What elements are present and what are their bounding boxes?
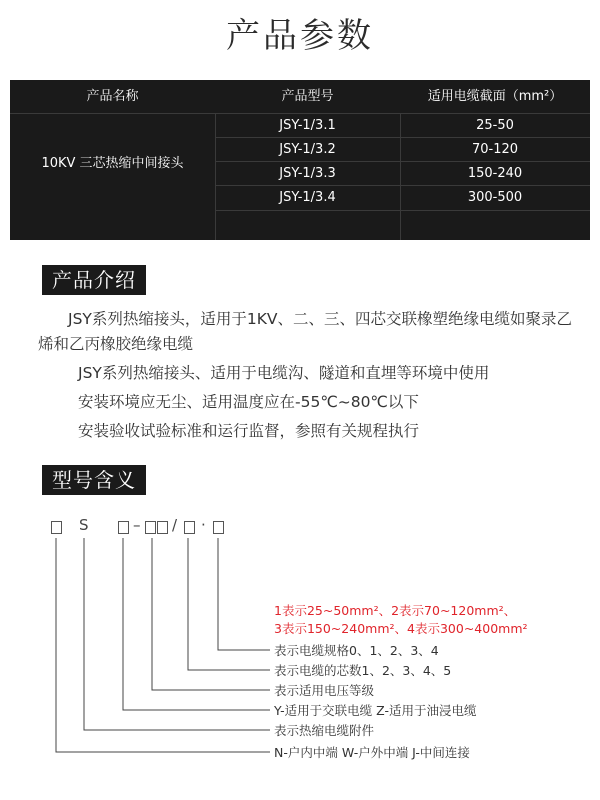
code-dash: – xyxy=(133,516,141,534)
header-product-name: 产品名称 xyxy=(86,89,139,104)
table-row-model: JSY-1/3.1 xyxy=(279,118,336,133)
table-row-model: JSY-1/3.3 xyxy=(279,166,336,181)
legend-spec: 表示电缆规格0、1、2、3、4 xyxy=(274,643,439,658)
table-row-model: JSY-1/3.4 xyxy=(279,190,336,205)
legend-voltage: 表示适用电压等级 xyxy=(274,683,375,698)
table-row-model: JSY-1/3.2 xyxy=(279,142,336,157)
table-row-section: 70-120 xyxy=(471,142,519,157)
product-name-cell: 10KV 三芯热缩中间接头 xyxy=(41,156,184,171)
legend-terminal-type: N-户内中端 W-户外中端 J-中间连接 xyxy=(274,745,470,760)
code-dot: · xyxy=(201,516,206,534)
intro-paragraph: 安装验收试验标准和运行监督，参照有关规程执行 xyxy=(78,422,420,440)
table-row-section: 300-500 xyxy=(467,190,523,205)
code-slash: / xyxy=(172,516,178,534)
header-product-model: 产品型号 xyxy=(281,89,334,104)
intro-paragraph: 安装环境应无尘、适用温度应在-55℃~80℃以下 xyxy=(78,393,419,411)
table-row-section: 150-240 xyxy=(467,166,523,181)
intro-heading: 产品介绍 xyxy=(42,265,146,295)
intro-paragraph: JSY系列热缩接头，适用于1KV、二、三、四芯交联橡塑绝缘电缆如聚录乙烯和乙丙橡胶绝缘电缆 xyxy=(38,310,573,353)
page-title: 产品参数 xyxy=(226,16,374,56)
spec-note-line-1: 1表示25~50mm²、2表示70~120mm²、 xyxy=(274,603,517,618)
legend-cores: 表示电缆的芯数1、2、3、4、5 xyxy=(274,663,452,678)
spec-note-line-2: 3表示150~240mm²、4表示300~400mm² xyxy=(274,621,528,636)
intro-paragraph: JSY系列热缩接头、适用于电缆沟、隧道和直埋等环境中使用 xyxy=(78,364,490,382)
model-heading: 型号含义 xyxy=(42,465,146,495)
legend-cable-type: Y-适用于交联电缆 Z-适用于油浸电缆 xyxy=(274,703,477,718)
legend-accessory: 表示热缩电缆附件 xyxy=(274,723,375,738)
table-row-section: 25-50 xyxy=(476,118,514,133)
header-cable-section: 适用电缆截面（mm²） xyxy=(427,89,563,104)
code-letter-s: S xyxy=(79,516,89,534)
